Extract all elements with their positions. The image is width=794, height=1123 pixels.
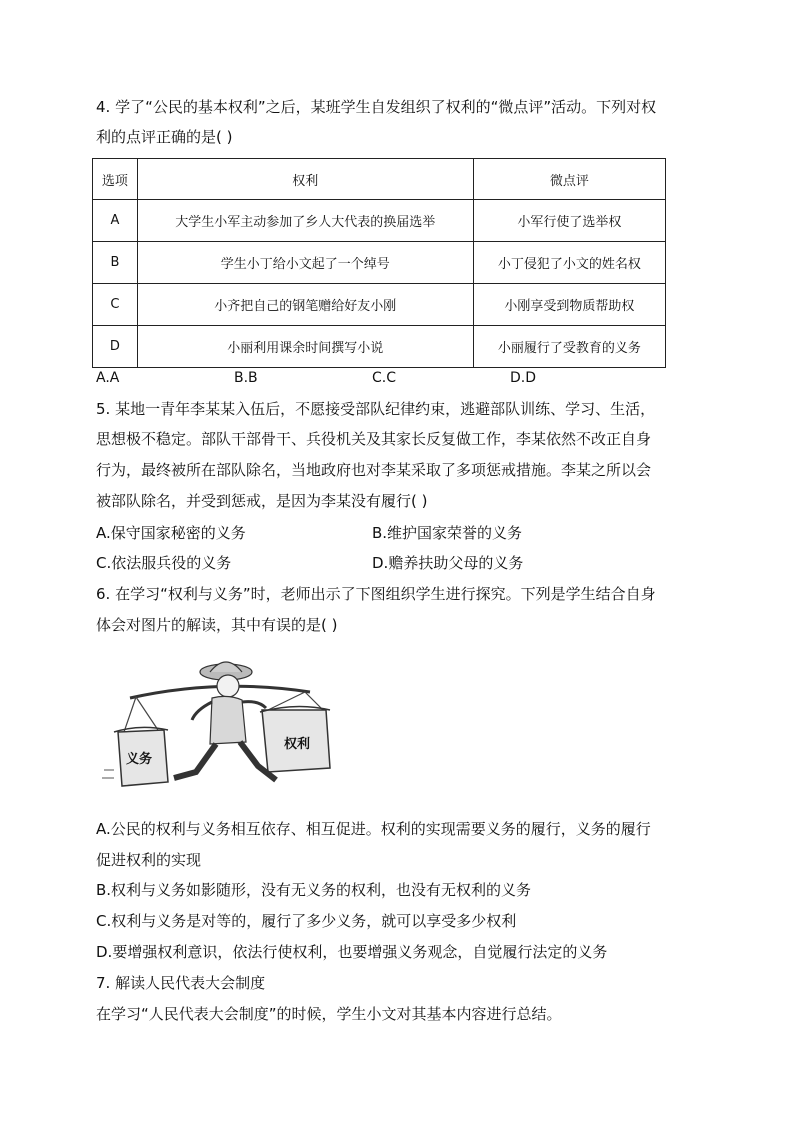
- figure-label-obligation: 义务: [126, 752, 153, 767]
- q6-stem-line-1: 6. 在学习“权利与义务”时，老师出示了下图组织学生进行探究。下列是学生结合自身: [96, 585, 656, 603]
- q5-stem-line-4: 被部队除名，并受到惩戒，是因为李某没有履行( ): [96, 492, 428, 510]
- q5-option-d[interactable]: D.赡养扶助父母的义务: [372, 554, 524, 572]
- table-row: [93, 242, 666, 284]
- row-b-option: B: [93, 242, 138, 284]
- table-row: [93, 284, 666, 326]
- q6-stem-line-2: 体会对图片的解读，其中有误的是( ): [96, 616, 338, 634]
- row-a-right: 大学生小军主动参加了乡人大代表的换届选举: [137, 200, 473, 242]
- table-header-row: [93, 159, 666, 200]
- q5-option-a[interactable]: A.保守国家秘密的义务: [96, 524, 246, 542]
- row-b-comment: 小丁侵犯了小文的姓名权: [473, 242, 665, 284]
- q6-option-b[interactable]: B.权利与义务如影随形，没有无义务的权利，也没有无权利的义务: [96, 881, 532, 899]
- q4-stem-line-2: 利的点评正确的是( ): [96, 128, 233, 146]
- q6-option-c[interactable]: C.权利与义务是对等的，履行了多少义务，就可以享受多少权利: [96, 912, 517, 930]
- q6-option-a-line-1[interactable]: A.公民的权利与义务相互依存、相互促进。权利的实现需要义务的履行，义务的履行: [96, 820, 651, 838]
- q5-stem-line-2: 思想极不稳定。部队干部骨干、兵役机关及其家长反复做工作，李某依然不改正自身: [96, 430, 652, 448]
- q6-option-d[interactable]: D.要增强权利意识，依法行使权利，也要增强义务观念，自觉履行法定的义务: [96, 943, 608, 961]
- row-b-right: 学生小丁给小文起了一个绰号: [137, 242, 473, 284]
- row-a-option: A: [93, 200, 138, 242]
- row-c-right: 小齐把自己的钢笔赠给好友小刚: [137, 284, 473, 326]
- q4-option-b[interactable]: B.B: [234, 370, 258, 386]
- q4-option-d[interactable]: D.D: [510, 370, 537, 386]
- table-row: [93, 200, 666, 242]
- q5-stem-line-3: 行为，最终被所在部队除名，当地政府也对李某采取了多项惩戒措施。李某之所以会: [96, 461, 652, 479]
- q7-intro: 在学习“人民代表大会制度”的时候，学生小文对其基本内容进行总结。: [96, 1005, 562, 1023]
- q5-option-b[interactable]: B.维护国家荣誉的义务: [372, 524, 523, 542]
- q7-title: 7. 解读人民代表大会制度: [96, 974, 266, 992]
- carrying-pole-illustration: [100, 650, 340, 810]
- q4-option-a[interactable]: A.A: [96, 370, 120, 386]
- q4-option-c[interactable]: C.C: [372, 370, 397, 386]
- q5-stem-line-1: 5. 某地一青年李某某入伍后，不愿接受部队纪律约束，逃避部队训练、学习、生活，: [96, 400, 656, 418]
- header-option: 选项: [93, 159, 138, 200]
- row-d-comment: 小丽履行了受教育的义务: [473, 326, 665, 368]
- row-d-right: 小丽利用课余时间撰写小说: [137, 326, 473, 368]
- row-c-comment: 小刚享受到物质帮助权: [473, 284, 665, 326]
- q6-option-a-line-2: 促进权利的实现: [96, 851, 202, 869]
- header-right: 权利: [137, 159, 473, 200]
- q4-stem-line-1: 4. 学了“公民的基本权利”之后，某班学生自发组织了权利的“微点评”活动。下列对权: [96, 98, 657, 116]
- figure-label-right: 权利: [284, 737, 311, 752]
- q4-table: [92, 158, 666, 368]
- row-c-option: C: [93, 284, 138, 326]
- q5-option-c[interactable]: C.依法服兵役的义务: [96, 554, 232, 572]
- row-d-option: D: [93, 326, 138, 368]
- header-comment: 微点评: [473, 159, 665, 200]
- row-a-comment: 小军行使了选举权: [473, 200, 665, 242]
- table-row: [93, 326, 666, 368]
